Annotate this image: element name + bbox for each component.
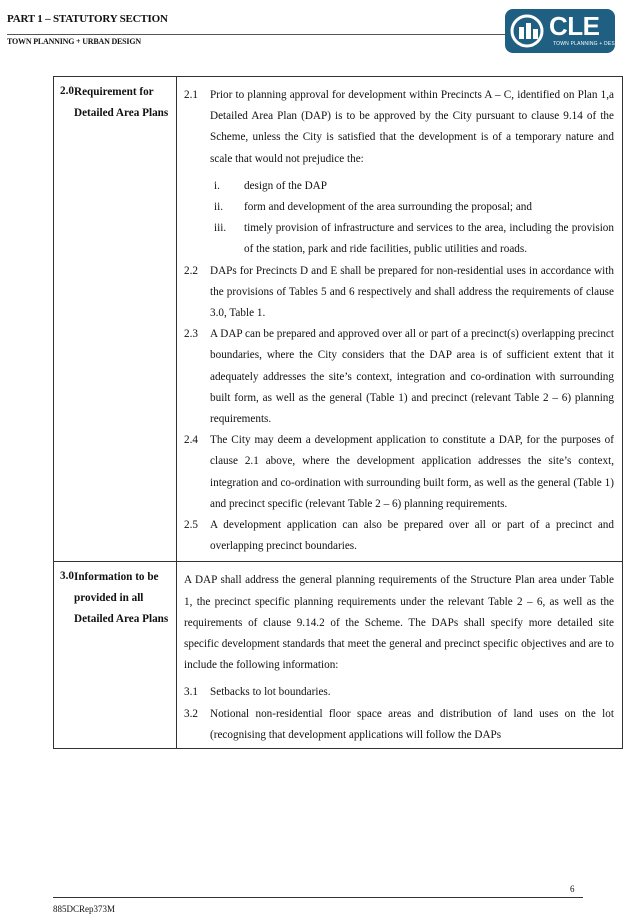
document-reference: 885DCRep373M [53, 904, 116, 914]
list-item: 2.1 Prior to planning approval for development within Precincts A – C, identified on Plan 1,a Detailed Area Plan (DAP) is to be approved by the City pursuant to clause 9.14 of the Scheme, unless the City is satisfied that the development is of a temporary nature and scale that would not prejudice the: [184, 89, 614, 165]
list-item: 2.3 A DAP can be prepared and approved over all or part of a precinct(s) overlapping precinct boundaries, where the City considers that the DAP area is of sufficient extent that it adequately addresses the site’s context, integration and co-ordination with surrounding built form, as well as the general (Table 1) and precinct (relevant Table 2 – 6) planning requirements. [184, 328, 614, 426]
list-item: 2.5 A development application can also be prepared over all or part of a precinct and overlapping precinct boundaries. [184, 519, 614, 553]
sub-list-item: ii. form and development of the area surrounding the proposal; and [214, 201, 532, 214]
row-label: Requirement for Detailed Area Plans [73, 86, 169, 119]
table-row [54, 77, 623, 562]
list-item: 3.1 Setbacks to lot boundaries. [184, 686, 331, 699]
list-item: 2.2 DAPs for Precincts D and E shall be prepared for non-residential uses in accordance with the provisions of Tables 5 and 6 respectively and shall address the requirements of clause 3.0, Table 1. [184, 264, 614, 320]
header-title: PART 1 – STATUTORY SECTION [7, 13, 168, 25]
list-item: 3.2 Notional non-residential floor space areas and distribution of land uses on the lot (recognising that development applications will follow the DAPs [184, 707, 614, 741]
list-item: 2.4 The City may deem a development application to constitute a DAP, for the purposes of clause 2.1 above, where the development application addresses the site’s context, integration and co-ordination with surrounding built form, as well as the general (Table 1) and precinct specific (relevant Table 2 – 6) planning requirements. [184, 434, 614, 510]
requirements-table [53, 76, 623, 749]
row-number: 3.0 [60, 570, 74, 583]
row-label-cell [54, 77, 177, 562]
logo-tagline: TOWN PLANNING + DESIGN [553, 41, 625, 47]
header-subtitle: TOWN PLANNING + URBAN DESIGN [7, 37, 141, 46]
footer-divider [53, 897, 583, 898]
header-divider [7, 34, 507, 35]
row-body-cell [177, 77, 623, 562]
logo-text: CLE [549, 11, 600, 41]
table-row [54, 562, 623, 749]
row-intro: A DAP shall address the general planning requirements of the Structure Plan area under Table 1, the precinct specific planning requirements under the relevant Table 2 – 6, as well as the requirements of clause 9.14.2 of the Scheme. The DAPs shall specify more detailed site specific development standards that meet the general and precinct specific objectives and are to include the following information: [184, 574, 614, 672]
page-number: 6 [570, 884, 575, 894]
sub-list-item: iii. timely provision of infrastructure and services to the area, including the provision of the station, park and ride facilities, public utilities and roads. [214, 222, 614, 256]
row-label: Information to be provided in all Detailed Area Plans [73, 571, 169, 626]
row-label-cell [54, 562, 177, 749]
sub-list-item: i. design of the DAP [214, 179, 327, 192]
row-body-cell [177, 562, 623, 749]
row-number: 2.0 [60, 85, 74, 97]
